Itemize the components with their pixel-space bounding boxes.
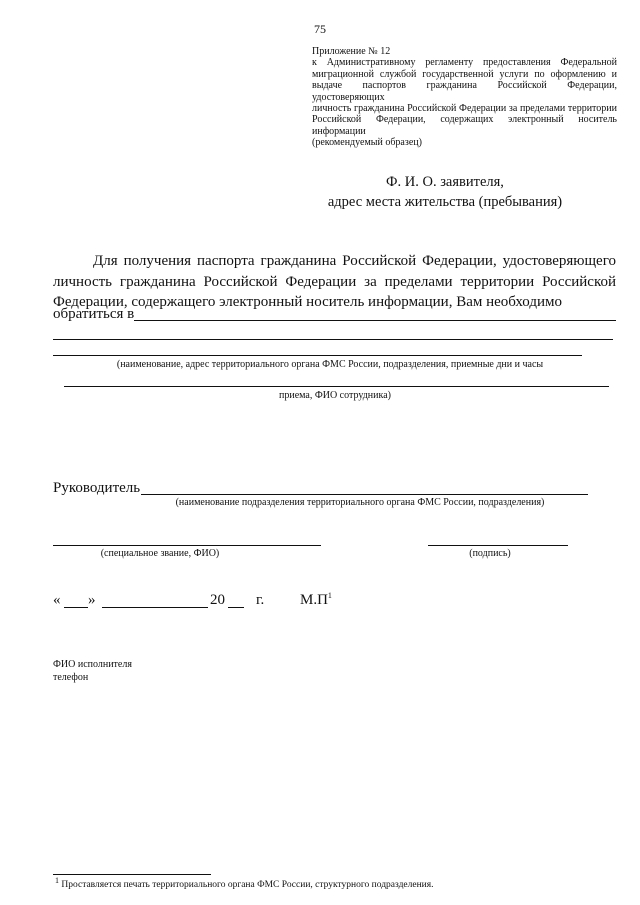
- footnote-number: 1: [55, 875, 59, 885]
- office-field-line-3[interactable]: [53, 355, 582, 356]
- applicant-name-label: Ф. И. О. заявителя,: [386, 174, 504, 190]
- date-year-field[interactable]: [228, 607, 244, 608]
- office-caption-1: (наименование, адрес территориального органа ФМС России, подразделения, приемные дни и часы: [116, 359, 544, 370]
- date-year-suffix: г.: [256, 592, 265, 608]
- appendix-line: миграционной службой государственной услуги по оформлению и: [312, 68, 617, 80]
- page-number: 75: [314, 22, 326, 36]
- appendix-line: личность гражданина Российской Федерации за пределами территории: [312, 103, 617, 115]
- seal-label: $М.П^1$: [300, 591, 332, 608]
- office-field-line-1[interactable]: [134, 320, 616, 321]
- executor-name-label: ФИО исполнителя: [53, 659, 132, 670]
- executor-phone-label: телефон: [53, 672, 89, 683]
- applicant-block: [300, 172, 590, 212]
- appendix-title: Приложение № 12: [312, 46, 391, 57]
- appendix-sample-note: (рекомендуемый образец): [312, 137, 422, 149]
- head-field-line[interactable]: [141, 494, 588, 495]
- footnote-divider: [53, 874, 211, 875]
- appendix-line: Российской Федерации, содержащих электронный носитель информации: [312, 114, 617, 137]
- appendix-line: выдаче паспортов гражданина Российской Федерации, удостоверяющих: [312, 80, 617, 103]
- applicant-address-label: адрес места жительства (пребывания): [327, 194, 563, 210]
- signature-field-line[interactable]: [428, 545, 568, 546]
- date-day-field[interactable]: [64, 607, 88, 608]
- appendix-header: [312, 46, 617, 149]
- rank-caption: (специальное звание, ФИО): [100, 548, 220, 559]
- signature-caption: (подпись): [469, 548, 511, 559]
- notice-paragraph: [53, 251, 616, 313]
- subdivision-caption: (наименование подразделения территориального органа ФМС России, подразделения): [175, 497, 545, 508]
- office-field-line-4[interactable]: [64, 386, 609, 387]
- notice-body: Для получения паспорта гражданина Российской Федерации, удостоверяющего личность гражданина Российской Федерации за пределами территории Российской Федерации, содержащего электронный носитель информации, Вам необходимо: [53, 253, 616, 310]
- date-close-quote: »: [88, 592, 96, 608]
- date-year-prefix: 20: [210, 592, 225, 608]
- office-field-line-2[interactable]: [53, 339, 613, 340]
- date-open-quote: «: [53, 592, 61, 608]
- office-caption-2: приема, ФИО сотрудника): [279, 390, 391, 401]
- executor-block: [53, 658, 132, 684]
- footnote: [55, 875, 434, 890]
- appendix-line: к Административному регламенту предоставления Федеральной: [312, 57, 617, 69]
- footnote-text: Проставляется печать территориального органа ФМС России, структурного подразделения.: [61, 880, 434, 890]
- date-month-field[interactable]: [102, 607, 208, 608]
- rank-field-line[interactable]: [53, 545, 321, 546]
- notice-tail: обратиться в: [53, 306, 135, 322]
- footnote-mark: 1: [327, 591, 332, 600]
- head-label: Руководитель: [53, 480, 141, 496]
